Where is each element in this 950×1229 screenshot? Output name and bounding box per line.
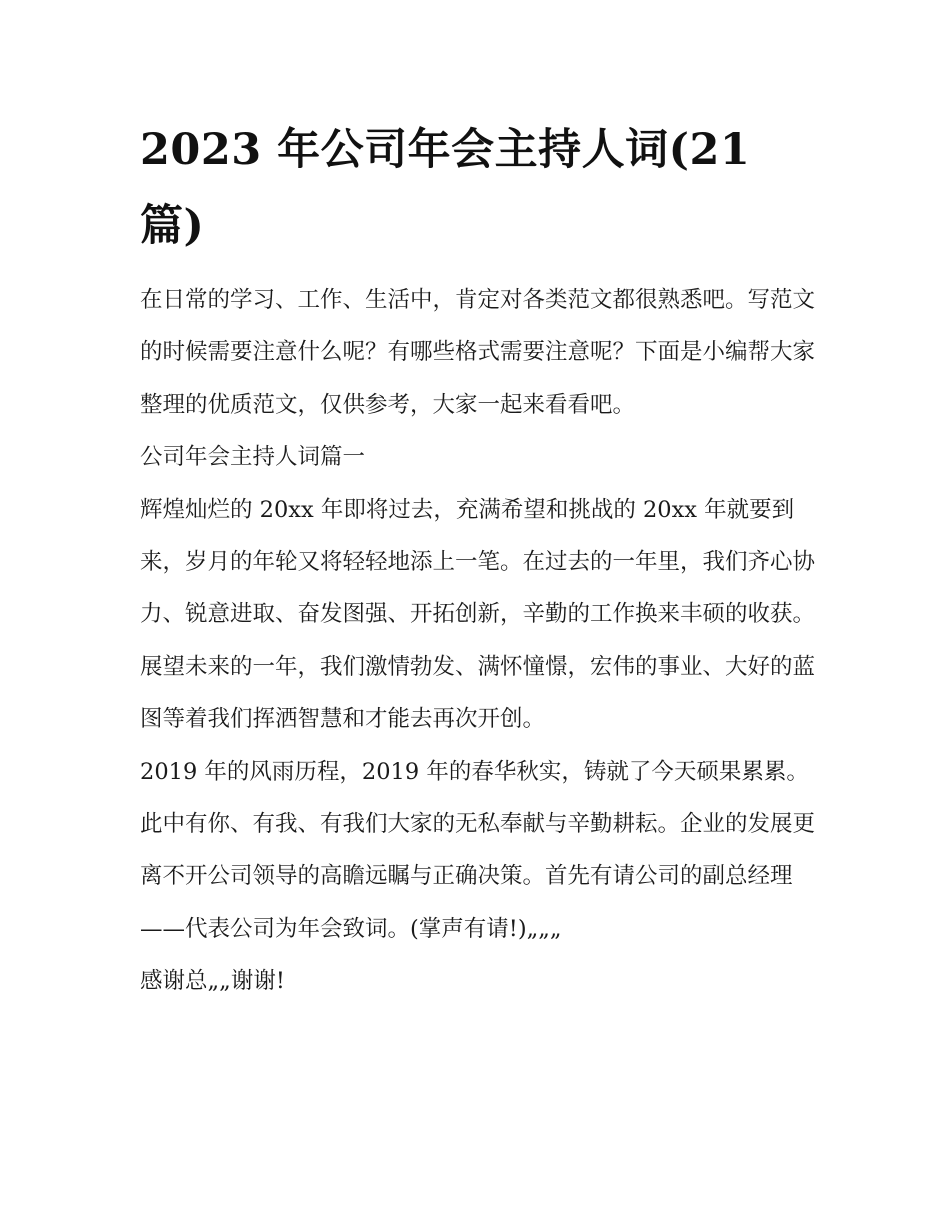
document-body [140,274,820,1008]
body-paragraph: 辉煌灿烂的 20xx 年即将过去，充满希望和挑战的 20xx 年就要到来，岁月的年轮又将轻轻地添上一笔。在过去的一年里，我们齐心协力、锐意进取、奋发图强、开拓创新，辛勤的工作换来丰硕的收获。展望未来的一年，我们激情勃发、满怀憧憬，宏伟的事业、大好的蓝图等着我们挥洒智慧和才能去再次开创。 [140,496,816,733]
intro-paragraph: 在日常的学习、工作、生活中，肯定对各类范文都很熟悉吧。写范文的时候需要注意什么呢？有哪些格式需要注意呢？下面是小编帮大家整理的优质范文，仅供参考，大家一起来看看吧。 [140,287,816,418]
closing-line: 感谢总„„谢谢! [140,968,285,995]
section-heading: 公司年会主持人词篇一 [140,444,366,471]
document-title: 2023 年公司年会主持人词(21 篇) [140,125,751,251]
body-paragraph: 2019 年的风雨历程，2019 年的春华秋实，铸就了今天硕果累累。此中有你、有我、有我们大家的无私奉献与辛勤耕耘。企业的发展更离不开公司领导的高瞻远瞩与正确决策。首先有请公司的副总经理——代表公司为年会致词。(掌声有请!)„„„ [140,758,816,942]
